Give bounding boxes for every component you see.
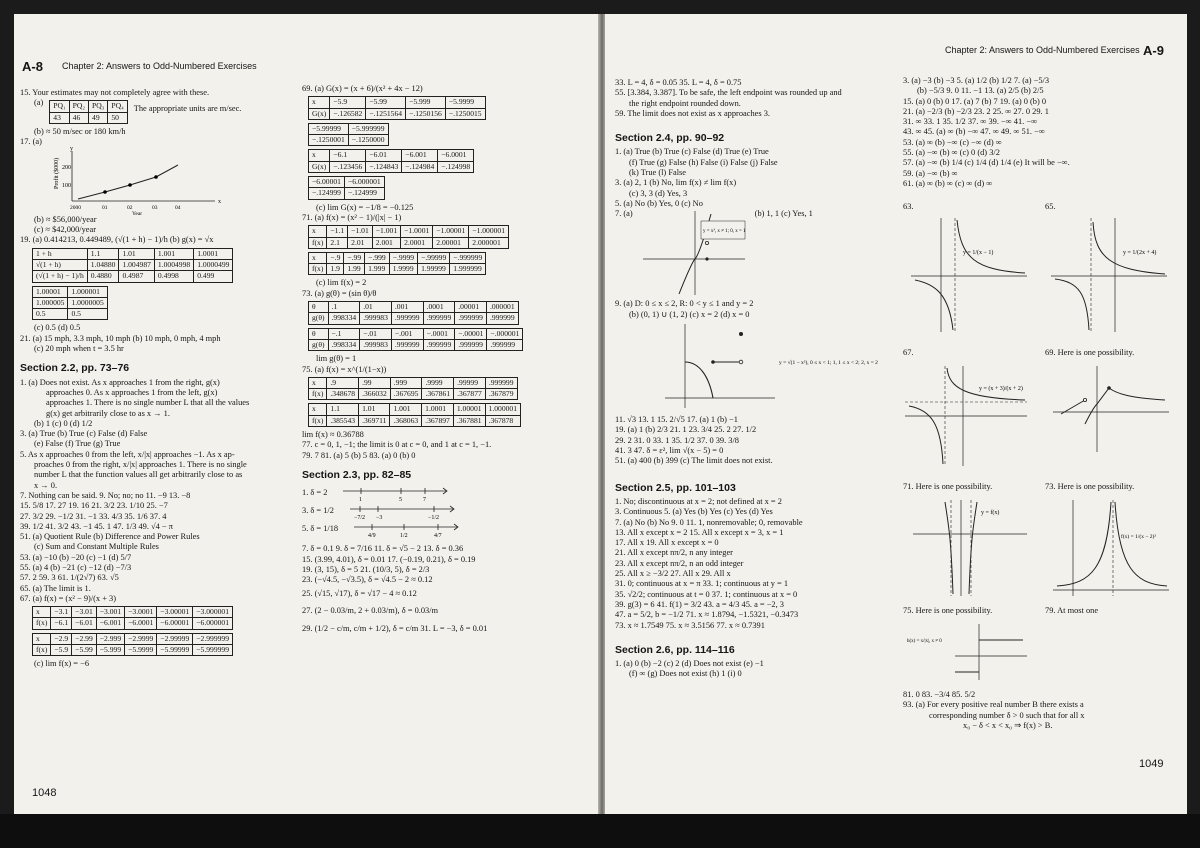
answer-line: 27. (2 − 0.03/m, 2 + 0.03/m), δ = 0.03/m	[302, 605, 439, 615]
answer-line: 5. (a) No (b) Yes, 0 (c) No	[615, 198, 703, 208]
graph-ex63	[911, 214, 1029, 334]
answer-line: 61. (a) ∞ (b) ∞ (c) ∞ (d) ∞	[903, 178, 993, 188]
svg-text:100: 100	[62, 183, 71, 190]
answer-line: 57. (a) −∞ (b) 1/4 (c) 1/4 (d) 1/4 (e) It will be −∞.	[903, 158, 1070, 168]
answer-line: lim f(x) ≈ 0.36788	[302, 430, 364, 440]
answer-line: 79. At most one	[1045, 606, 1099, 615]
answer-line: 7. (a) No (b) No 9. 0 11. 1, nonremovable; 0, removable	[615, 517, 803, 527]
answer-line: (a)	[34, 98, 44, 108]
section-heading: Section 2.3, pp. 82–85	[302, 468, 412, 481]
number-line	[352, 520, 462, 538]
answer-line: (b) 1, 1 (c) Yes, 1	[754, 209, 813, 219]
svg-text:1/2: 1/2	[400, 533, 408, 540]
answer-line: 63.	[903, 202, 914, 211]
left-column-2	[302, 84, 594, 634]
right-column-1	[615, 78, 895, 680]
answer-line: 59. (a) −∞ (b) ∞	[903, 168, 958, 178]
answer-line: 31. 0; continuous at x = π 33. 1; continuous at y = 1	[615, 579, 789, 589]
svg-text:−7/2: −7/2	[353, 515, 365, 522]
answer-line: (b) (0, 1) ∪ (1, 2) (c) x = 2 (d) x = 0	[629, 309, 750, 319]
answer-line: 73. Here is one possibility.	[1045, 482, 1135, 491]
answer-line: (b) ≈ $56,000/year	[34, 214, 97, 224]
right-column-2-bottom	[903, 690, 1183, 731]
value-table: θ −.1 −.01 −.001 −.0001 −.00001 −.000001 g(θ) .998334 .999983 .999999 .999999 .999999 .999999	[308, 328, 523, 352]
svg-text:Profit ($000): Profit ($000)	[54, 158, 60, 190]
answer-line: 15. Your estimates may not completely agree with these.	[20, 88, 210, 97]
answer-line: 3. (a) −3 (b) −3 5. (a) 1/2 (b) 1/2 7. (a) −5/3	[903, 76, 1050, 85]
answer-line: 33. L = 4, δ = 0.05 35. L = 4, δ = 0.75	[615, 78, 742, 87]
profit-graph	[50, 146, 230, 218]
answer-line: 73. (a) g(θ) = (sin θ)/θ	[302, 288, 377, 298]
graph-ex67	[905, 364, 1029, 468]
answer-line: 1. (a) True (b) True (c) False (d) True (e) True	[615, 147, 769, 157]
answer-line: (c) 0.5 (d) 0.5	[34, 323, 81, 333]
answer-line: (c) lim f(x) = −6	[34, 659, 90, 669]
answer-line: g(x) get arbitrarily close to as x → 1.	[46, 408, 170, 418]
answer-line: 21. (a) −2/3 (b) −2/3 23. 2 25. ∞ 27. 0 29. 1	[903, 106, 1049, 116]
value-table: x −3.1 −3.01 −3.001 −3.0001 −3.00001 −3.000001 f(x) −6.1 −6.01 −6.001 −6.0001 −6.00001 −6.000001	[32, 606, 233, 630]
answer-line: approaches 1. There is no single number L that all the values	[46, 398, 250, 408]
answer-line: 9. (a) D: 0 ≤ x ≤ 2, R: 0 < y ≤ 1 and y = 2	[615, 299, 754, 309]
answer-line: 17. (a)	[20, 137, 42, 147]
svg-text:4/9: 4/9	[368, 533, 376, 540]
answer-line: 11. √3 13. 1 15. 2/√5 17. (a) 1 (b) −1	[615, 415, 738, 425]
answer-line: x → 0.	[34, 480, 58, 490]
answer-line: 25. All x ≥ −3/2 27. All x 29. All x	[615, 569, 731, 579]
answer-line: 93. (a) For every positive real number B there exists a	[903, 700, 1084, 710]
svg-text:01: 01	[102, 205, 108, 212]
svg-text:2000: 2000	[70, 205, 81, 212]
svg-text:x: x	[218, 199, 221, 206]
page-label: A-8	[22, 59, 43, 74]
number-line	[348, 502, 458, 520]
answer-line: 3. Continuous 5. (a) Yes (b) Yes (c) Yes (d) Yes	[615, 507, 773, 517]
answer-line: 53. (a) −10 (b) −20 (c) −1 (d) 5/7	[20, 552, 132, 562]
answer-line: 39. 1/2 41. 3/2 43. −1 45. 1 47. 1/3 49. √4 − π	[20, 521, 173, 531]
answer-line: (k) True (l) False	[629, 168, 686, 178]
answer-line: 1. (a) 0 (b) −2 (c) 2 (d) Does not exist (e) −1	[615, 659, 764, 669]
section-heading: Section 2.2, pp. 73–76	[20, 362, 130, 375]
answer-line: lim g(θ) = 1	[316, 354, 357, 364]
value-table: x 1.1 1.01 1.001 1.0001 1.00001 1.000001 f(x) .385543 .369711 .368063 .367897 .367881 .367878	[308, 403, 521, 427]
svg-text:f(x) = 1/(x − 2)²: f(x) = 1/(x − 2)²	[1121, 534, 1157, 540]
answer-line: (b) −5/3 9. 0 11. −1 13. (a) 2/5 (b) 2/5	[917, 86, 1044, 96]
answer-line: 35. √2/2; continuous at t = 0 37. 1; continuous at x = 0	[615, 589, 798, 599]
svg-text:5: 5	[399, 497, 403, 504]
answer-line: 67.	[903, 348, 914, 357]
chapter-header: Chapter 2: Answers to Odd-Numbered Exercises	[945, 45, 1140, 55]
answer-line: (f) True (g) False (h) False (i) False (j) False	[629, 157, 778, 167]
svg-text:04: 04	[175, 205, 181, 212]
scan-border	[0, 814, 1200, 848]
svg-text:1: 1	[359, 497, 363, 504]
answer-line: 3. (a) True (b) True (c) False (d) False	[20, 429, 148, 439]
answer-line: 19. (a) 1 (b) 2/3 21. 1 23. 3/4 25. 2 27. 1/2	[615, 425, 757, 435]
answer-line: 29. (1/2 − c/m, c/m + 1/2), δ = c/m 31. L = −3, δ = 0.01	[302, 623, 488, 633]
answer-line: 51. (a) Quotient Rule (b) Difference and Power Rules	[20, 532, 200, 542]
answer-line: 59. The limit does not exist as x approaches 3.	[615, 108, 770, 118]
answer-line: 77. c = 0, 1, −1; the limit is 0 at c = 0, and 1 at c = 1, −1.	[302, 440, 492, 450]
value-table: −6.00001 −6.000001 −.124999 −.124999	[308, 176, 385, 200]
value-table: 1.00001 1.000001 1.000005 1.0000005 0.5 0.5	[32, 286, 108, 321]
answer-line: 19. (3, 15), δ = 5 21. (10/3, 5), δ = 2/3	[302, 564, 430, 574]
answer-line: (c) lim f(x) = 2	[316, 278, 367, 288]
value-table: x −5.9 −5.99 −5.999 −5.9999 G(x) −.126582 −.1251564 −.1250156 −.1250015	[308, 96, 486, 120]
graph-ex65	[1051, 214, 1169, 334]
answer-line: 7. δ = 0.1 9. δ = 7/16 11. δ = √5 − 2 13. δ = 0.36	[302, 544, 464, 554]
answer-line: 67. (a) f(x) = (x² − 9)/(x + 3)	[20, 593, 116, 603]
left-page	[14, 14, 599, 814]
svg-text:02: 02	[127, 205, 133, 212]
answer-line: 41. 3 47. δ = ε², lim √(x − 5) = 0	[615, 446, 724, 456]
answer-line: 1. No; discontinuous at x = 2; not defined at x = 2	[615, 496, 782, 506]
answer-line: 19. (a) 0.414213, 0.449489, (√(1 + h) − 1)/h (b) g(x) = √x	[20, 235, 214, 245]
svg-text:−1/2: −1/2	[427, 515, 439, 522]
answer-line: 71. Here is one possibility.	[903, 482, 993, 491]
value-table: x −1.1 −1.01 −1.001 −1.0001 −1.00001 −1.000001 f(x) 2.1 2.01 2.001 2.0001 2.00001 2.000001	[308, 225, 509, 249]
answer-line: (b) 1 (c) 0 (d) 1/2	[34, 418, 93, 428]
answer-line: 75. Here is one possibility.	[903, 606, 993, 615]
page-number: 1048	[32, 787, 57, 799]
answer-line: 1. (a) Does not exist. As x approaches 1 from the right, g(x)	[20, 377, 220, 387]
graph-ex9	[655, 320, 878, 412]
graph-ex73	[1051, 498, 1171, 598]
answer-line: 21. All x except nπ/2, n any integer	[615, 548, 733, 558]
value-table: PQ₁ PQ₂ PQ₃ PQ₄ 43 46 49 50	[49, 100, 127, 124]
answer-line: 31. ∞ 33. 1 35. 1/2 37. ∞ 39. −∞ 41. −∞	[903, 117, 1038, 127]
value-table: 1 + h 1.1 1.01 1.001 1.0001 √(1 + h) 1.04880 1.004987 1.0004998 1.0000499 (√(1 + h) − 1)/h 0.4880 0.4987 0.4998 0.499	[32, 248, 233, 283]
section-heading: Section 2.4, pp. 90–92	[615, 132, 725, 145]
answer-note: The appropriate units are m/sec.	[133, 104, 242, 114]
answer-line: 51. (a) 400 (b) 399 (c) The limit does not exist.	[615, 456, 773, 466]
svg-text:y = x³, x ≠ 1; 0, x = 1: y = x³, x ≠ 1; 0, x = 1	[702, 229, 746, 235]
answer-line: 65.	[1045, 202, 1056, 211]
graph-ex69	[1051, 364, 1171, 454]
answer-line: 71. (a) f(x) = (x² − 1)/(|x| − 1)	[302, 212, 402, 222]
svg-text:y: y	[70, 146, 73, 153]
page-number: 1049	[1139, 758, 1164, 770]
answer-line: 7. Nothing can be said. 9. No; no; no 11. −9 13. −8	[20, 490, 191, 500]
answer-line: 55. (a) −∞ (b) ∞ (c) 0 (d) 3/2	[903, 148, 1000, 158]
answer-line: corresponding number δ > 0 such that for all x	[929, 710, 1085, 720]
answer-line: 15. (a) 0 (b) 0 17. (a) 7 (b) 7 19. (a) 0 (b) 0	[903, 96, 1047, 106]
right-column-2	[903, 76, 1183, 189]
answer-line: 69. (a) G(x) = (x + 6)/(x² + 4x − 12)	[302, 84, 423, 93]
value-table: x −.9 −.99 −.999 −.9999 −.99999 −.999999 f(x) 1.9 1.99 1.999 1.9999 1.99999 1.999999	[308, 252, 486, 276]
answer-line: 43. ∞ 45. (a) ∞ (b) −∞ 47. ∞ 49. ∞ 51. −∞	[903, 127, 1045, 137]
answer-line: (f) ∞ (g) Does not exist (h) 1 (i) 0	[629, 669, 742, 679]
answer-line: 75. (a) f(x) = x^(1/(1−x))	[302, 364, 387, 374]
svg-text:y = f(x): y = f(x)	[981, 510, 1000, 516]
answer-line: 21. (a) 15 mph, 3.3 mph, 10 mph (b) 10 mph, 0 mph, 4 mph	[20, 333, 221, 343]
value-table: x −2.9 −2.99 −2.999 −2.9999 −2.99999 −2.999999 f(x) −5.9 −5.99 −5.999 −5.9999 −5.99999 −5.999999	[32, 633, 233, 657]
svg-text:200: 200	[62, 165, 71, 172]
answer-line: number L that the function values all get arbitrarily close to as	[34, 470, 243, 480]
answer-line: 73. x ≈ 1.7549 75. x ≈ 3.5156 77. x ≈ 0.7391	[615, 620, 765, 630]
answer-line: 47. a = 5/2, b = −1/2 71. x ≈ 1.8794, −1.5321, −0.3473	[615, 610, 799, 620]
graph-ex7	[639, 209, 749, 299]
answer-line: (c) ≈ $42,000/year	[34, 225, 97, 235]
svg-text:y = 1/(2x + 4): y = 1/(2x + 4)	[1123, 250, 1157, 256]
answer-line: 23. (−√4.5, −√3.5), δ = √4.5 − 2 ≈ 0.12	[302, 575, 433, 585]
answer-line: 39. g(3) = 6 41. f(1) = 3/2 43. a = 4/3 45. a = −2, 3	[615, 599, 784, 609]
svg-text:y = 1/(x − 1): y = 1/(x − 1)	[963, 250, 994, 256]
answer-line: 15. 5/8 17. 27 19. 16 21. 3/2 23. 1/10 25. −7	[20, 501, 168, 511]
answer-line: 5. As x approaches 0 from the left, x/|x| approaches −1. As x ap-	[20, 449, 235, 459]
answer-line: (c) lim G(x) = −1/8 = −0.125	[316, 202, 414, 212]
answer-line: 53. (a) ∞ (b) −∞ (c) −∞ (d) ∞	[903, 137, 1002, 147]
value-table: −5.99999 −5.999999 −.1250001 −.1250000	[308, 123, 389, 147]
answer-line: 1. δ = 2	[302, 488, 328, 498]
answer-line: x₀ − δ < x < x₀ ⇒ f(x) > B.	[963, 720, 1053, 730]
answer-line: 79. 7 81. (a) 5 (b) 5 83. (a) 0 (b) 0	[302, 450, 416, 460]
section-heading: Section 2.5, pp. 101–103	[615, 481, 736, 494]
answer-line: 69. Here is one possibility.	[1045, 348, 1135, 357]
section-heading: Section 2.6, pp. 114–116	[615, 643, 735, 656]
chapter-header: Chapter 2: Answers to Odd-Numbered Exercises	[62, 61, 257, 71]
svg-text:7: 7	[423, 497, 427, 504]
answer-line: proaches 0 from the right, x/|x| approaches 1. There is no single	[34, 460, 247, 470]
answer-line: 27. 3/2 29. −1/2 31. −1 33. 4/3 35. 1/6 37. 4	[20, 511, 167, 521]
page-label: A-9	[1143, 43, 1164, 58]
answer-line: 13. All x except x = 2 15. All x except x = 3, x = 1	[615, 527, 784, 537]
answer-line: 55. [3.384, 3.387]. To be safe, the left endpoint was rounded up and	[615, 88, 842, 98]
graph-ex71	[911, 498, 1029, 598]
number-line	[341, 484, 451, 502]
svg-text:4/7: 4/7	[434, 533, 442, 540]
value-table: θ .1 .01 .001 .0001 .00001 .000001 g(θ) .998334 .999983 .999999 .999999 .999999 .999999	[308, 301, 519, 325]
answer-line: 65. (a) The limit is 1.	[20, 583, 91, 593]
answer-line: (b) ≈ 50 m/sec or 180 km/h	[34, 126, 126, 136]
answer-line: 15. (3.99, 4.01), δ = 0.01 17. (−0.19, 0.21), δ = 0.19	[302, 554, 476, 564]
left-column-1	[20, 88, 292, 670]
svg-text:Year: Year	[132, 211, 143, 218]
answer-line: approaches 0. As x approaches 1 from the left, g(x)	[46, 387, 218, 397]
right-page	[605, 14, 1187, 814]
answer-line: 29. 2 31. 0 33. 1 35. 1/2 37. 0 39. 3/8	[615, 435, 739, 445]
answer-line: (c) 20 mph when t = 3.5 hr	[34, 344, 124, 354]
answer-line: 23. All x except nπ/2, n an odd integer	[615, 558, 744, 568]
value-table: x −6.1 −6.01 −6.001 −6.0001 G(x) −.123456 −.124843 −.124984 −.124998	[308, 149, 474, 173]
answer-line: the right endpoint rounded down.	[629, 98, 741, 108]
answer-line: 17. All x 19. All x except x = 0	[615, 538, 719, 548]
svg-text:y = (x + 3)/(x + 2): y = (x + 3)/(x + 2)	[979, 386, 1023, 392]
answer-line: 5. δ = 1/18	[302, 524, 339, 534]
svg-text:h(x) = x/|x|, x ≠ 0: h(x) = x/|x|, x ≠ 0	[907, 639, 942, 644]
svg-text:y = √(1 − x²), 0 ≤ x < 1; 1, 1: y = √(1 − x²), 0 ≤ x < 1; 1, 1 ≤ x < 2; 2, x = 2	[779, 359, 878, 366]
answer-line: 25. (√15, √17), δ = √17 − 4 ≈ 0.12	[302, 589, 417, 599]
answer-line: 3. δ = 1/2	[302, 506, 334, 516]
answer-line: (c) 3, 3 (d) Yes, 3	[629, 188, 688, 198]
svg-text:03: 03	[152, 205, 158, 212]
value-table: x .9 .99 .999 .9999 .99999 .999999 f(x) .348678 .366032 .367695 .367861 .367877 .367879	[308, 377, 518, 401]
answer-line: 7. (a)	[615, 209, 633, 219]
graph-ex75	[905, 622, 1029, 682]
svg-text:−3: −3	[375, 515, 383, 522]
answer-line: 3. (a) 2, 1 (b) No, lim f(x) ≠ lim f(x)	[615, 178, 737, 188]
answer-line: 81. 0 83. −3/4 85. 5/2	[903, 690, 976, 699]
answer-line: 55. (a) 4 (b) −21 (c) −12 (d) −7/3	[20, 562, 132, 572]
answer-line: (c) Sum and Constant Multiple Rules	[34, 542, 159, 552]
answer-line: 57. 2 59. 3 61. 1/(2√7) 63. √5	[20, 573, 119, 583]
answer-line: (e) False (f) True (g) True	[34, 439, 121, 449]
